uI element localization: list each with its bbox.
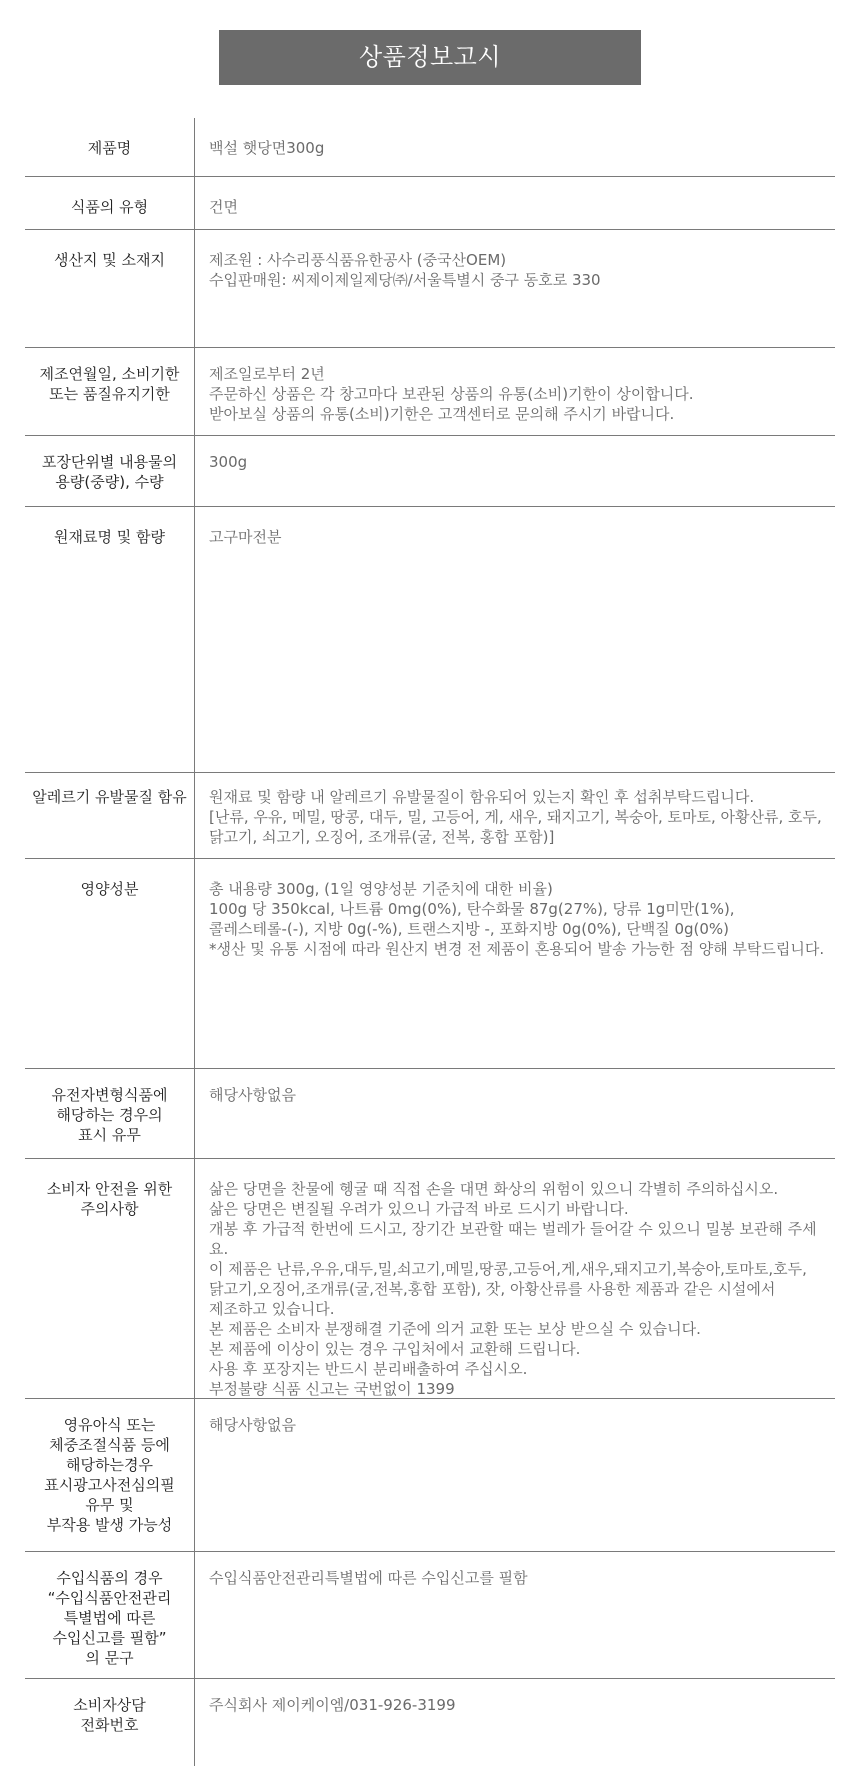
row-label: 영양성분 <box>25 859 195 1068</box>
row-label: 원재료명 및 함량 <box>25 507 195 772</box>
row-value: 고구마전분 <box>209 528 282 546</box>
table-row <box>25 1679 835 1766</box>
table-row <box>25 1399 835 1552</box>
row-value: 제조원 : 사수리풍식품유한공사 (중국산OEM) 수입판매원: 씨제이제일제당㈜/서울특별시 중구 동호로 330 <box>209 251 601 289</box>
table-row <box>25 348 835 436</box>
row-label: 식품의 유형 <box>25 177 195 229</box>
row-value: 주식회사 제이케이엠/031-926-3199 <box>209 1696 456 1714</box>
row-label: 소비자상담 전화번호 <box>25 1679 195 1766</box>
table-row <box>25 1069 835 1159</box>
table-row <box>25 507 835 773</box>
table-row <box>25 1552 835 1679</box>
row-value: 백설 햇당면300g <box>209 139 325 157</box>
row-label: 제품명 <box>25 118 195 176</box>
table-row <box>25 773 835 859</box>
row-label: 소비자 안전을 위한 주의사항 <box>25 1159 195 1398</box>
table-row <box>25 859 835 1069</box>
table-row <box>25 436 835 507</box>
row-label: 포장단위별 내용물의 용량(중량), 수량 <box>25 436 195 506</box>
row-value: 수입식품안전관리특별법에 따른 수입신고를 필함 <box>209 1569 528 1587</box>
row-value: 원재료 및 함량 내 알레르기 유발물질이 함유되어 있는지 확인 후 섭취부탁드립니다. [난류, 우유, 메밀, 땅콩, 대두, 밀, 고등어, 게, 새우, 돼지고기, 복숭아, 토마토, 아황산류, 호두, 닭고기, 쇠고기, 오징어, 조개류(굴, 전복, 홍합 포함)] <box>209 788 822 846</box>
row-value: 해당사항없음 <box>209 1416 296 1434</box>
row-value: 삶은 당면을 찬물에 헹굴 때 직접 손을 대면 화상의 위험이 있으니 각별히 주의하십시오. 삶은 당면은 변질될 우려가 있으니 가급적 바로 드시기 바랍니다. 개봉 후 가급적 한번에 드시고, 장기간 보관할 때는 벌레가 들어갈 수 있으니 밀봉 보관해 주세요. 이 제품은 난류,우유,대두,밀,쇠고기,메밀,땅콩,고등어,게,새우,돼지고기,복숭아,토마토,호두, 닭고기,오징어,조개류(굴,전복,홍합 포함), 잣, 아황산류를 사용한 제품과 같은 시설에서 제조하고 있습니다. 본 제품은 소비자 분쟁해결 기준에 의거 교환 또는 보상 받으실 수 있습니다. 본 제품에 이상이 있는 경우 구입처에서 교환해 드립니다. 사용 후 포장지는 반드시 분리배출하여 주십시오. 부정불량 식품 신고는 국번없이 1399 <box>209 1180 817 1398</box>
row-label: 수입식품의 경우 “수입식품안전관리 특별법에 따른 수입신고를 필함” 의 문구 <box>25 1552 195 1678</box>
row-value: 총 내용량 300g, (1일 영양성분 기준치에 대한 비율) 100g 당 350kcal, 나트륨 0mg(0%), 탄수화물 87g(27%), 당류 1g미만(1%), 콜레스테롤-(-), 지방 0g(-%), 트랜스지방 -, 포화지방 0g(0%), 단백질 0g(0%) *생산 및 유통 시점에 따라 원산지 변경 전 제품이 혼용되어 발송 가능한 점 양해 부탁드립니다. <box>209 880 825 958</box>
row-label: 알레르기 유발물질 함유 <box>25 773 195 858</box>
row-value: 제조일로부터 2년 주문하신 상품은 각 창고마다 보관된 상품의 유통(소비)기한이 상이합니다. 받아보실 상품의 유통(소비)기한은 고객센터로 문의해 주시기 바랍니다. <box>209 365 694 423</box>
row-label: 제조연월일, 소비기한 또는 품질유지기한 <box>25 348 195 435</box>
page-title: 상품정보고시 <box>219 30 641 85</box>
row-value: 해당사항없음 <box>209 1086 296 1104</box>
row-label: 영유아식 또는 체중조절식품 등에 해당하는경우 표시광고사전심의필 유무 및 부작용 발생 가능성 <box>25 1399 195 1551</box>
row-value: 300g <box>209 453 248 471</box>
table-row <box>25 177 835 230</box>
table-row <box>25 1159 835 1399</box>
row-value: 건면 <box>209 198 238 216</box>
product-info-table <box>25 118 835 1766</box>
row-label: 유전자변형식품에 해당하는 경우의 표시 유무 <box>25 1069 195 1158</box>
table-row <box>25 230 835 348</box>
table-row <box>25 118 835 177</box>
row-label: 생산지 및 소재지 <box>25 230 195 347</box>
